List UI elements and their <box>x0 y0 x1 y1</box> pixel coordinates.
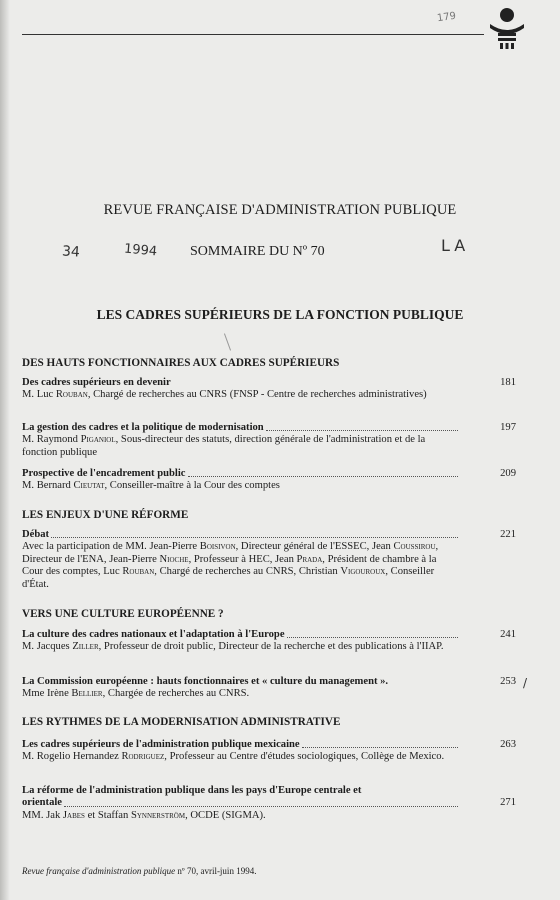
entry-author: Mme Irène Bellier, Chargée de recherches au CNRS. <box>22 688 250 700</box>
section-heading-1: DES HAUTS FONCTIONNAIRES AUX CADRES SUPÉRIEURS <box>22 357 340 369</box>
journal-title: REVUE FRANÇAISE D'ADMINISTRATION PUBLIQUE <box>103 202 457 218</box>
entry-title: Les cadres supérieurs de l'administration publique mexicaine <box>22 739 300 750</box>
issue-theme-title: LES CADRES SUPÉRIEURS DE LA FONCTION PUBLIQUE <box>96 307 464 322</box>
entry-author: M. Luc Rouban, Chargé de recherches au CNRS (FNSP - Centre de recherches administratives) <box>22 389 427 401</box>
toc-entry-4 <box>22 529 458 591</box>
sommaire-heading: SOMMAIRE DU Nº 70 <box>190 244 325 259</box>
entry-page-number: 263 <box>500 739 516 750</box>
toc-entry-2 <box>22 422 458 459</box>
entry-page-number: 271 <box>500 797 516 808</box>
pencil-mark <box>224 333 231 350</box>
handwritten-corner-number: 179 <box>436 10 457 25</box>
entry-title: La culture des cadres nationaux et l'adaptation à l'Europe <box>22 629 285 640</box>
toc-entry-1 <box>22 377 458 402</box>
handwritten-slash-mark: / <box>523 676 528 690</box>
journal-logo-icon <box>486 6 528 50</box>
entry-title-line-2: orientale <box>22 797 63 809</box>
toc-entry-5 <box>22 629 458 654</box>
entry-author: M. Jacques Ziller, Professeur de droit public, Directeur de la recherche et des publications à l'IIAP. <box>22 641 444 653</box>
entry-page-number: 221 <box>500 529 516 540</box>
handwritten-note-year: 1994 <box>123 241 158 260</box>
page-footer: Revue française d'administration publique nº 70, avril-juin 1994. <box>22 866 257 876</box>
entry-page-number: 181 <box>500 377 516 388</box>
entry-author: MM. Jak Jabes et Staffan Synnerström, OCDE (SIGMA). <box>22 809 266 821</box>
top-rule <box>22 34 484 35</box>
entry-page-number: 241 <box>500 629 516 640</box>
toc-entry-3 <box>22 468 458 493</box>
toc-entry-7 <box>22 739 458 764</box>
entry-page-number: 253 <box>500 676 516 687</box>
entry-author: M. Rogelio Hernandez Rodriguez, Professeur au Centre d'études sociologiques, Collège de Mexico. <box>22 751 445 763</box>
page-spine-shadow <box>0 0 10 900</box>
entry-page-number: 197 <box>500 422 516 433</box>
entry-author: M. Bernard Cieutat, Conseiller-maître à la Cour des comptes <box>22 480 280 492</box>
entry-title: La gestion des cadres et la politique de modernisation <box>22 422 264 433</box>
section-heading-2: LES ENJEUX D'UNE RÉFORME <box>22 509 189 521</box>
entry-title: La Commission européenne : hauts fonctionnaires et « culture du management ». <box>22 676 389 687</box>
toc-entry-8 <box>22 785 458 822</box>
entry-title: Débat <box>22 529 50 540</box>
section-heading-3: VERS UNE CULTURE EUROPÉENNE ? <box>22 608 224 620</box>
entry-title: Des cadres supérieurs en devenir <box>22 377 171 388</box>
toc-entry-6 <box>22 676 458 701</box>
entry-page-number: 209 <box>500 468 516 479</box>
handwritten-code: LA <box>441 236 470 255</box>
entry-author: Avec la participation de MM. Jean-Pierre Boisivon, Directeur général de l'ESSEC, Jean Coussirou, Directeur de l'ENA, Jean-Pierre Nioche, Professeur à HEC, Jean Prada, Président de chambre à la Cour des comptes, Luc Rouban, Chargé de recherches au CNRS, Christian Vigouroux, Conseiller d'État. <box>22 541 439 590</box>
entry-author: M. Raymond Piganiol, Sous-directeur des statuts, direction générale de l'administration et de la fonction publique <box>22 434 426 458</box>
handwritten-note-volume: 34 <box>61 243 81 261</box>
entry-title: Prospective de l'encadrement public <box>22 468 186 479</box>
entry-title-line-1: La réforme de l'administration publique dans les pays d'Europe centrale et <box>22 785 362 796</box>
section-heading-4: LES RYTHMES DE LA MODERNISATION ADMINISTRATIVE <box>22 716 341 728</box>
